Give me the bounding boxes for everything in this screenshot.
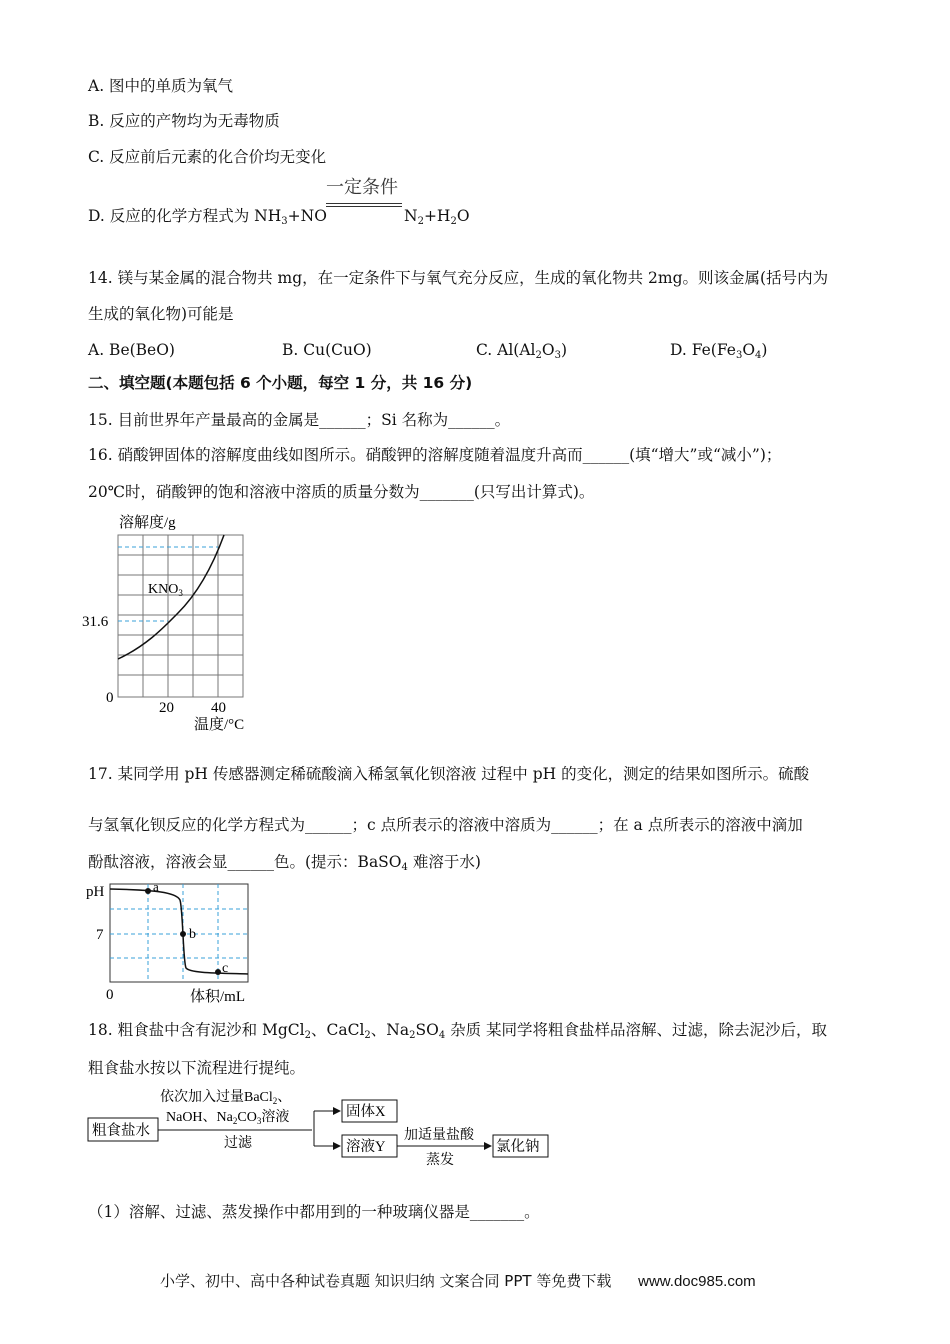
solubility-chart [78, 505, 278, 737]
q13-option-d [88, 206, 327, 232]
box-crude-brine-label: 粗食盐水 [92, 1123, 150, 1139]
point-b-label: b [189, 927, 196, 942]
q17-line3: 酚酞溶液，溶液会显______色。(提示：BaSO$_4$ 难溶于水) [88, 853, 481, 873]
ph-chart-ylabel: pH [86, 884, 105, 900]
q16-line1: 16. 硝酸钾固体的溶解度曲线如图所示。硝酸钾的溶解度随着温度升高而______(填“增大”或“减小”)； [88, 446, 782, 464]
ph-origin: 0 [106, 987, 114, 1003]
reaction-bar-top [326, 203, 402, 204]
footer-text: 小学、初中、高中各种试卷真题 知识归纳 文案合同 PPT 等免费下载 [160, 1272, 612, 1290]
x-tick-20: 20 [159, 700, 174, 716]
box-sodium-chloride-label: 氯化钠 [496, 1139, 540, 1155]
q13-reaction-condition: 一定条件 [326, 177, 398, 198]
q17-line1: 17. 某同学用 pH 传感器测定稀硫酸滴入稀氢氧化钡溶液 过程中 pH 的变化，测定的结果如图所示。硫酸 [88, 765, 810, 783]
q17-line2: 与氢氧化钡反应的化学方程式为______；c 点所表示的溶液中溶质为______；在 a 点所表示的溶液中滴加 [88, 816, 803, 834]
point-b [180, 931, 186, 937]
step2-evaporate-label: 蒸发 [426, 1153, 454, 1168]
q13-option-c: C. 反应前后元素的化合价均无变化 [88, 148, 327, 166]
point-c-label: c [222, 961, 229, 976]
step1-reagents-line2: NaOH、$Na_2CO_3$溶液 [166, 1110, 290, 1126]
purification-flowchart [86, 1084, 556, 1168]
q13-option-d-products: $N_2+H_2O$ [404, 207, 470, 227]
reaction-bar-bottom [326, 206, 402, 207]
q13-option-a: A. 图中的单质为氧气 [88, 77, 234, 95]
kno3-label: $KNO_3$ [148, 582, 183, 598]
step2-reagent-label: 加适量盐酸 [404, 1128, 474, 1143]
box-solution-y-label: 溶液Y [346, 1139, 386, 1155]
q14-option-c: C. $Al(Al_2O_3)$ [476, 341, 568, 361]
q14-option-a: A. Be(BeO) [88, 341, 175, 359]
point-a-label: a [153, 879, 159, 894]
q13-option-d-prefix: D. 反应的化学方程式为 [88, 207, 250, 225]
q18-sub1: （1）溶解、过滤、蒸发操作中都用到的一种玻璃仪器是_______。 [88, 1203, 540, 1221]
q14-option-d: D. $Fe(Fe_3O_4)$ [670, 341, 768, 361]
q18-line2: 粗食盐水按以下流程进行提纯。 [88, 1059, 306, 1077]
point-a [145, 888, 151, 894]
origin-label: 0 [106, 690, 114, 706]
q14-stem-line2: 生成的氧化物)可能是 [88, 305, 234, 323]
q13-option-d-reactants: $NH_3+NO$ [254, 207, 327, 227]
q15: 15. 目前世界年产量最高的金属是______；Si 名称为______。 [88, 411, 511, 429]
x-tick-40: 40 [211, 700, 226, 716]
ph-chart [84, 876, 264, 1006]
q13-option-b: B. 反应的产物均为无毒物质 [88, 112, 280, 130]
q18-line1: 18. 粗食盐中含有泥沙和 MgCl$_2$、CaCl$_2$、$Na_2SO_4$ 杂质 某同学将粗食盐样品溶解、过滤，除去泥沙后，取 [88, 1021, 828, 1041]
point-c [215, 969, 221, 975]
solubility-grid [118, 535, 243, 697]
ph-chart-xlabel: 体积/mL [190, 989, 245, 1005]
box-solid-x-label: 固体X [346, 1104, 386, 1120]
y-tick-31-6: 31.6 [82, 614, 109, 630]
q14-option-b: B. Cu(CuO) [282, 341, 372, 359]
q14-stem-line1: 14. 镁与某金属的混合物共 mg，在一定条件下与氧气充分反应，生成的氧化物共 2mg。则该金属(括号内为 [88, 269, 829, 287]
solubility-chart-xlabel: 温度/°C [194, 717, 245, 733]
step1-reagents-line1: 依次加入过量BaCl$_2$、 [160, 1090, 292, 1106]
solubility-chart-ylabel: 溶解度/g [119, 515, 176, 531]
section2-title: 二、填空题(本题包括 6 个小题，每空 1 分，共 16 分) [88, 374, 473, 392]
ph-tick-7: 7 [96, 927, 104, 943]
footer-url[interactable]: www.doc985.com [638, 1273, 756, 1290]
page-footer [160, 1270, 756, 1291]
q16-line2: 20℃时，硝酸钾的饱和溶液中溶质的质量分数为_______(只写出计算式)。 [88, 483, 595, 501]
kno3-solubility-curve [118, 535, 224, 659]
step1-filter-label: 过滤 [224, 1136, 252, 1151]
